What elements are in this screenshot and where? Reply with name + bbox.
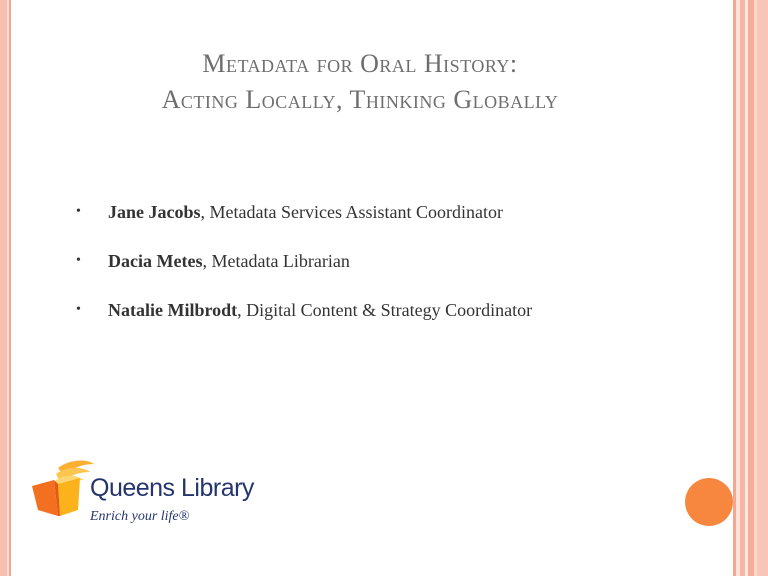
orange-circle-decoration	[685, 478, 733, 526]
brand-name: Queens Library	[90, 474, 254, 502]
presenter-name: Natalie Milbrodt	[108, 300, 238, 320]
presenter-name: Jane Jacobs	[108, 202, 201, 222]
bullet-icon: •	[76, 253, 81, 268]
presenter-item	[76, 247, 716, 296]
presenter-item	[76, 296, 716, 345]
presenter-list	[76, 198, 716, 345]
presenter-item	[76, 198, 716, 247]
title-line-2: Acting Locally, Thinking Globally	[161, 85, 559, 114]
left-border-stripes	[0, 0, 12, 576]
bullet-icon: •	[76, 302, 81, 317]
queens-library-logo	[28, 458, 258, 538]
presenter-role: , Digital Content & Strategy Coordinator	[237, 300, 533, 320]
title-line-1: Metadata for Oral History:	[202, 49, 518, 78]
right-border-stripes	[733, 0, 768, 576]
presenter-name: Dacia Metes	[108, 251, 203, 271]
brand-tagline: Enrich your life®	[90, 509, 190, 524]
bullet-icon: •	[76, 204, 81, 219]
presenter-role: , Metadata Services Assistant Coordinator	[200, 202, 503, 222]
open-book-flame-icon	[28, 458, 94, 522]
presenter-role: , Metadata Librarian	[202, 251, 350, 271]
slide-title	[40, 46, 680, 118]
